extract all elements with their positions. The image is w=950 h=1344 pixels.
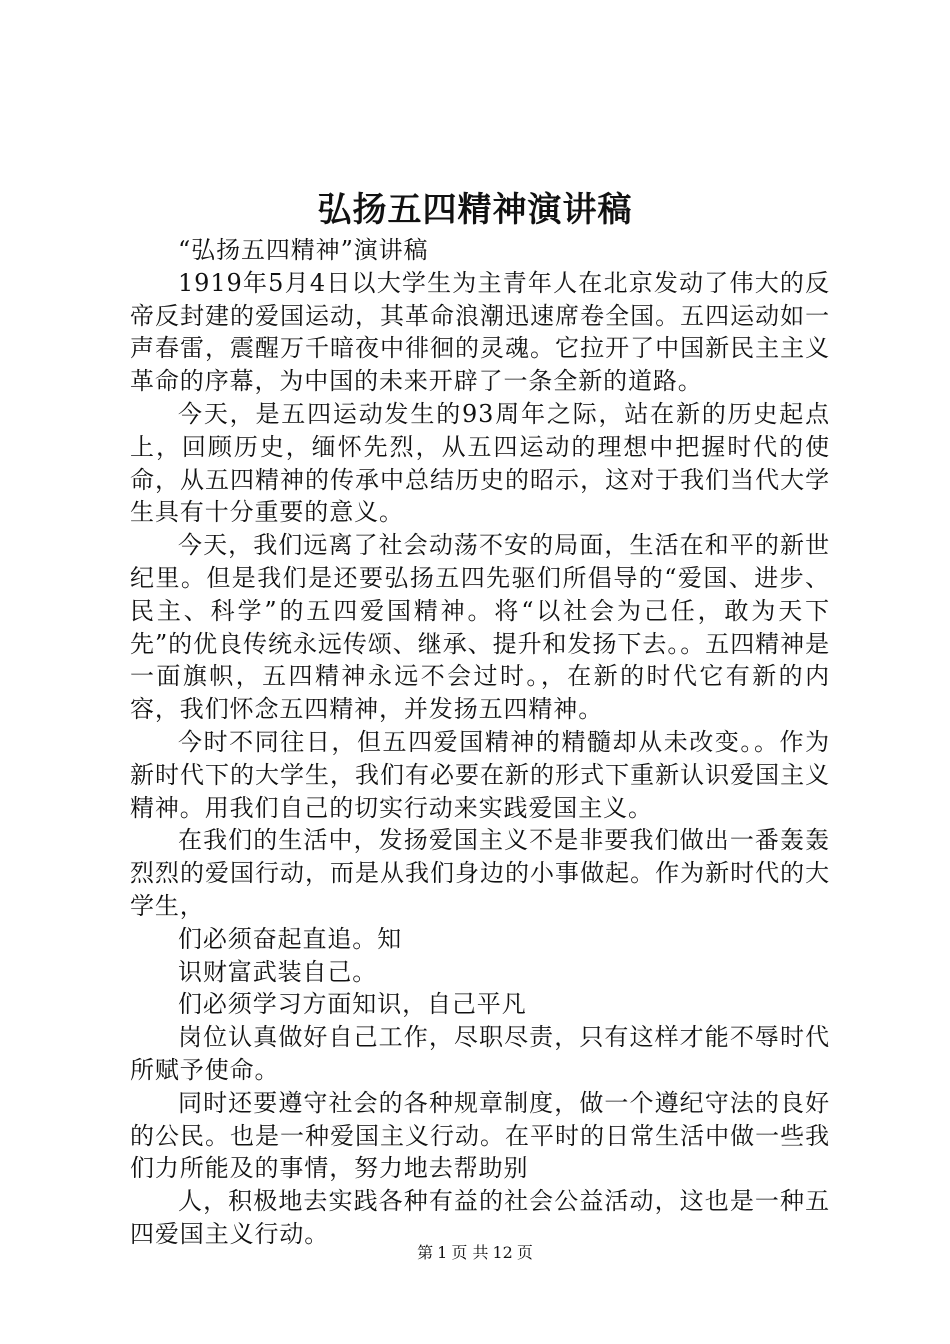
paragraph: 在我们的生活中，发扬爱国主义不是非要我们做出一番轰轰烈烈的爱国行动，而是从我们身边的小事做起。作为新时代的大学生，	[130, 826, 830, 920]
page-footer	[0, 1241, 950, 1265]
page-number-current: 1	[437, 1243, 448, 1262]
paragraph: 们必须奋起直追。知	[178, 924, 403, 953]
paragraph: 识财富武装自己。	[178, 957, 378, 986]
document-body	[130, 234, 830, 1251]
paragraph: 岗位认真做好自己工作，尽职尽责，只有这样才能不辱时代所赋予使命。	[130, 1023, 830, 1084]
document-title: 弘扬五四精神演讲稿	[317, 190, 633, 230]
paragraph: 人，积极地去实践各种有益的社会公益活动，这也是一种五四爱国主义行动。	[130, 1187, 830, 1248]
paragraph-subtitle: “弘扬五四精神”演讲稿	[178, 236, 429, 264]
page-number-suffix: 页	[516, 1243, 533, 1262]
paragraph: 今天，是五四运动发生的93周年之际，站在新的历史起点上，回顾历史，缅怀先烈，从五四运动的理想中把握时代的使命，从五四精神的传承中总结历史的昭示，这对于我们当代大学生具有十分重要的意义。	[130, 399, 830, 527]
paragraph: 今天，我们远离了社会动荡不安的局面，生活在和平的新世纪里。但是我们是还要弘扬五四先驱们所倡导的“爱国、进步、民主、科学”的五四爱国精神。将“以社会为己任，敢为天下先”的优良传统永远传颂、继承、提升和发扬下去。。五四精神是一面旗帜，五四精神永远不会过时。，在新的时代它有新的内容，我们怀念五四精神，并发扬五四精神。	[130, 531, 830, 724]
page-number-prefix: 第	[417, 1243, 434, 1262]
paragraph: 1919年5月4日以大学生为主青年人在北京发动了伟大的反帝反封建的爱国运动，其革命浪潮迅速席卷全国。五四运动如一声春雷，震醒万千暗夜中徘徊的灵魂。它拉开了中国新民主主义革命的序幕，为中国的未来开辟了一条全新的道路。	[130, 268, 830, 396]
paragraph: 们必须学习方面知识，自己平凡	[178, 990, 527, 1019]
page-number-total: 12	[492, 1243, 513, 1262]
paragraph: 今时不同往日，但五四爱国精神的精髓却从未改变。。作为新时代下的大学生，我们有必要在新的形式下重新认识爱国主义精神。用我们自己的切实行动来实践爱国主义。	[130, 727, 830, 822]
page-number-mid: 页 共	[451, 1243, 489, 1262]
paragraph: 同时还要遵守社会的各种规章制度，做一个遵纪守法的良好的公民。也是一种爱国主义行动。在平时的日常生活中做一些我们力所能及的事情，努力地去帮助别	[130, 1088, 830, 1183]
